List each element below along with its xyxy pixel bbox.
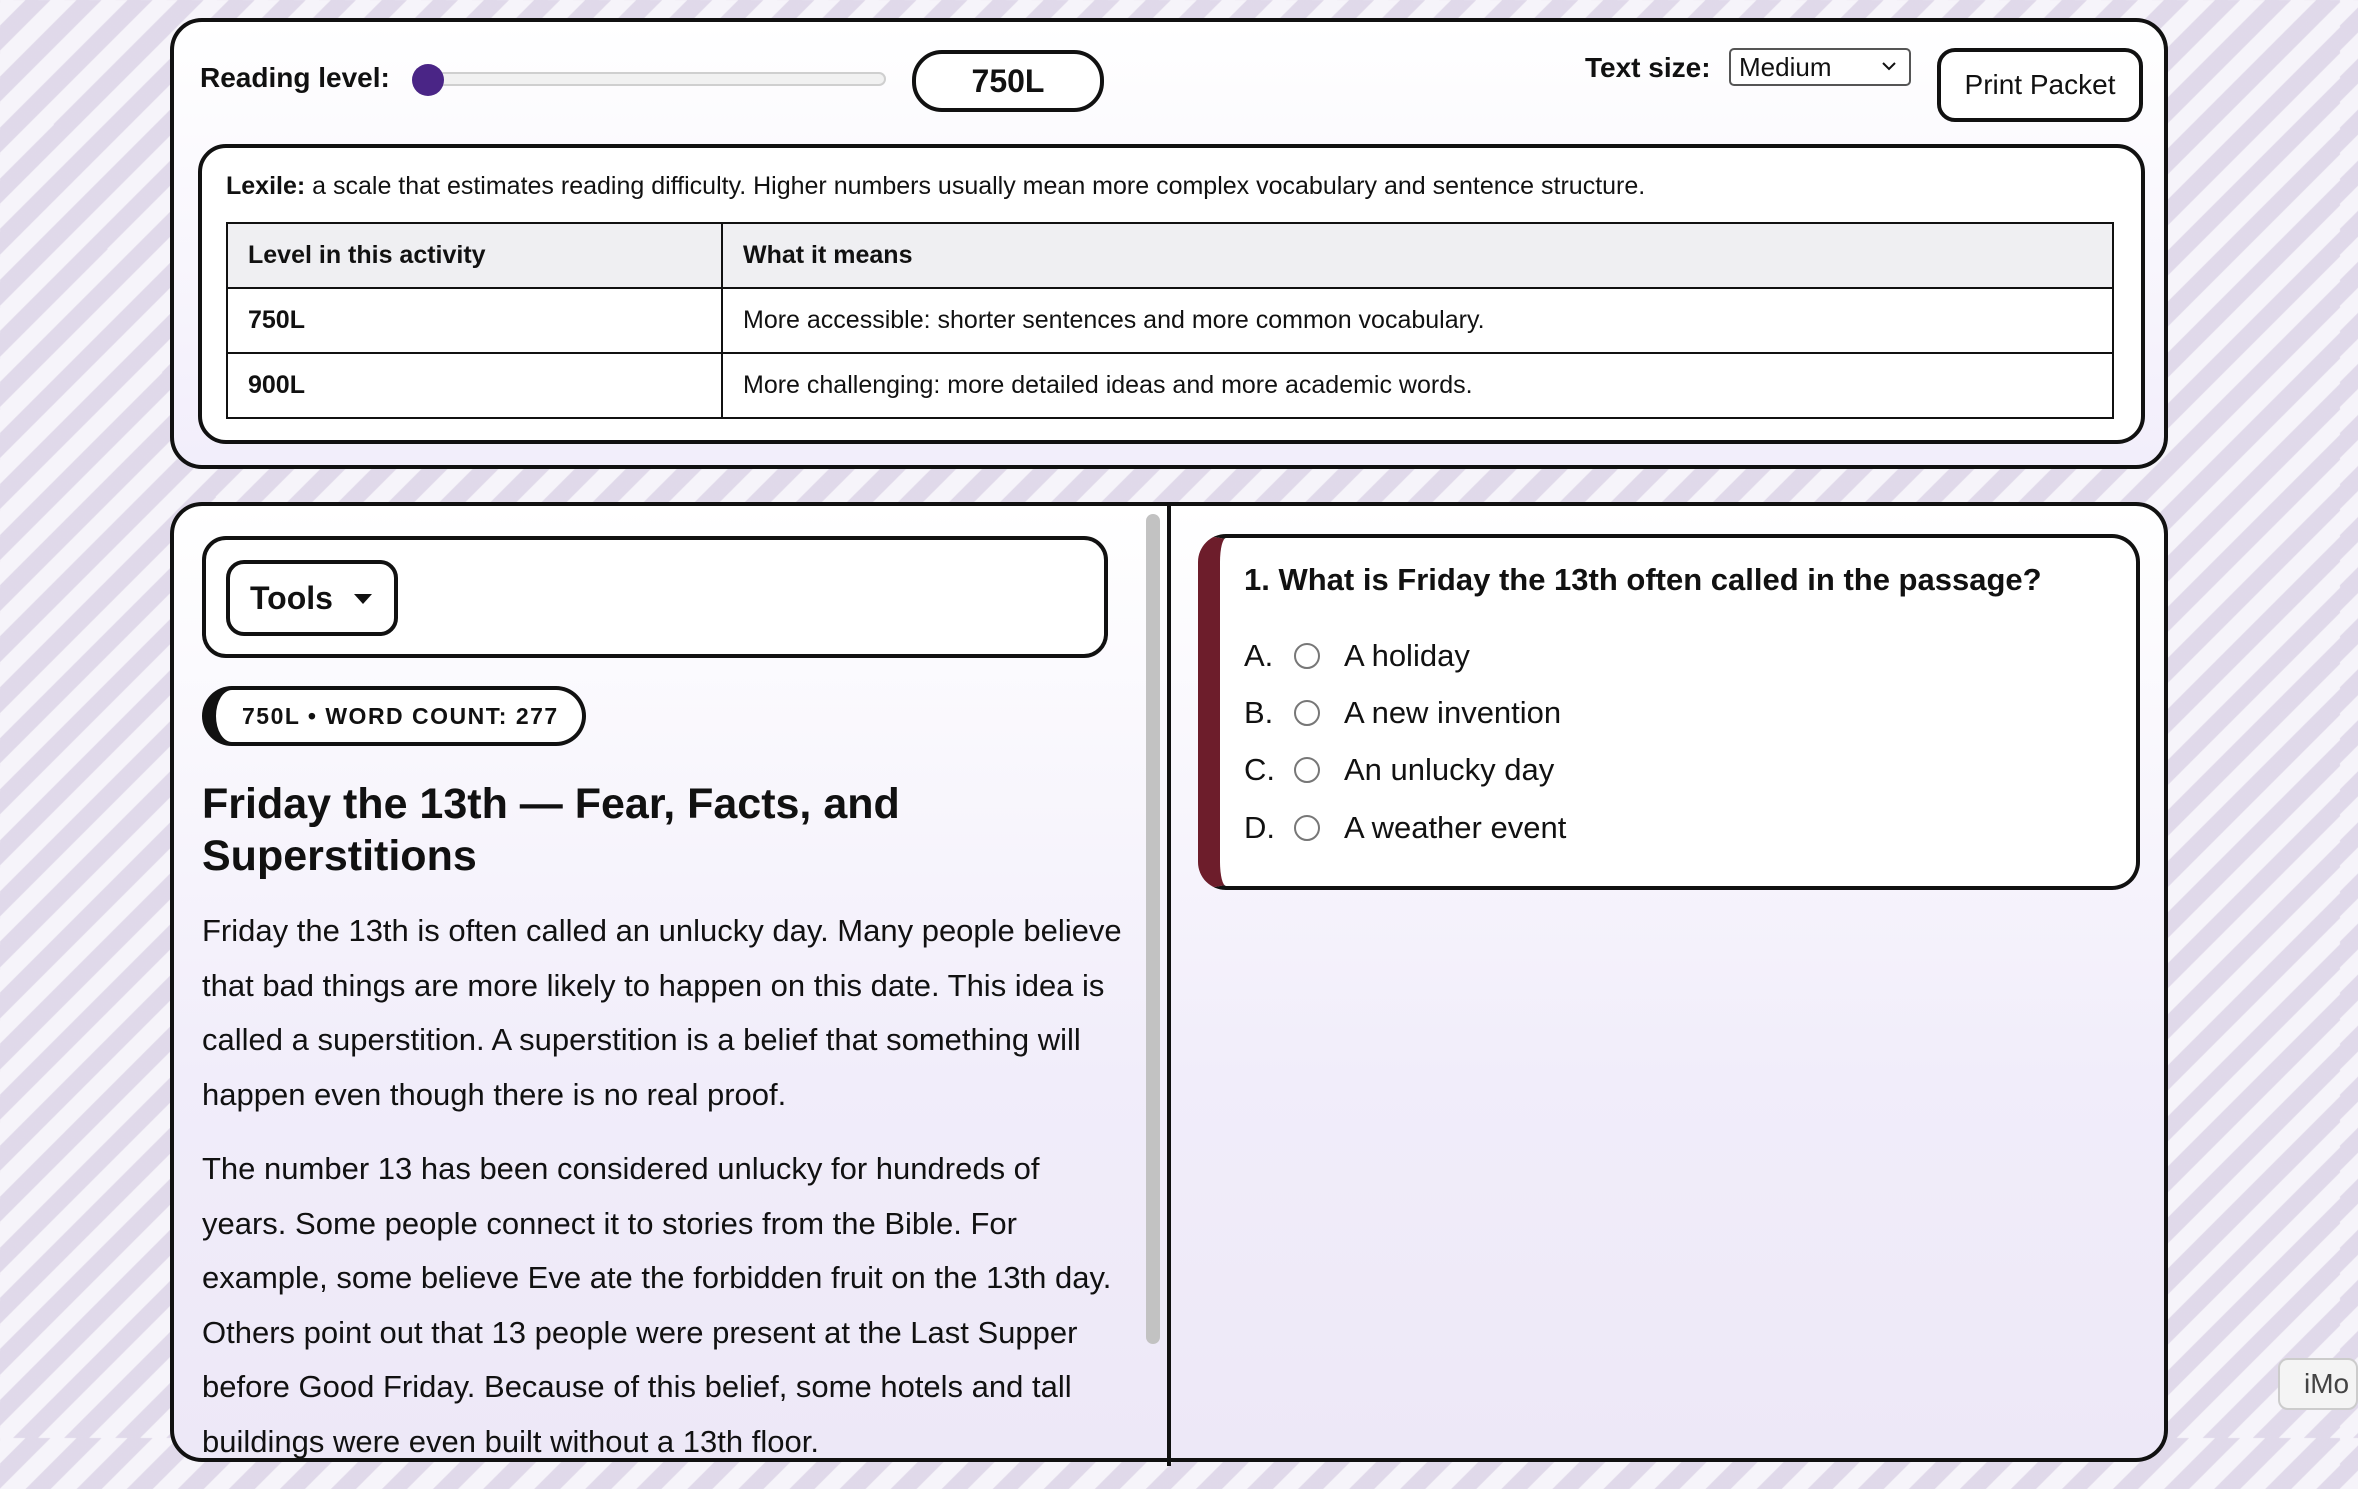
text-size-select[interactable]	[1729, 48, 1911, 86]
reader-scrollbar[interactable]	[1146, 514, 1160, 1344]
radio-button[interactable]	[1294, 700, 1320, 726]
table-header: Level in this activity	[227, 223, 722, 288]
level-word-count-badge: 750L • WORD COUNT: 277	[202, 686, 586, 746]
table-header: What it means	[722, 223, 2113, 288]
table-cell-meaning: More challenging: more detailed ideas and more academic words.	[722, 353, 2113, 418]
lexile-term: Lexile:	[226, 172, 306, 200]
table-row	[227, 288, 2113, 353]
lexile-definition	[226, 172, 1645, 201]
article-paragraph: The number 13 has been considered unlucky for hundreds of years. Some people connect it to stories from the Bible. For example, some believe Eve ate the forbidden fruit on the 13th day. Others point out that 13 people were present at the Last Supper before Good Friday. Because of this belief, some hotels and tall buildings were even built without a 13th floor.	[202, 1151, 1112, 1459]
print-packet-button[interactable]: Print Packet	[1937, 48, 2143, 122]
answer-option-d[interactable]	[1244, 808, 1566, 848]
option-text: A weather event	[1344, 810, 1567, 845]
table-header-row	[227, 223, 2113, 288]
table-row	[227, 353, 2113, 418]
tools-label: Tools	[250, 580, 333, 616]
option-letter: A.	[1244, 638, 1274, 673]
option-letter: B.	[1244, 695, 1274, 730]
reading-controls-panel	[170, 18, 2168, 469]
table-cell-meaning: More accessible: shorter sentences and more common vocabulary.	[722, 288, 2113, 353]
floating-chip[interactable]: iMo	[2278, 1358, 2358, 1410]
option-text: A holiday	[1344, 638, 1470, 673]
text-size-label: Text size:	[1585, 52, 1711, 83]
reading-level-label: Reading level:	[200, 62, 390, 93]
lexile-table	[226, 222, 2114, 419]
lexile-definition-text: a scale that estimates reading difficulty. Higher numbers usually mean more complex vocabulary and sentence structure.	[305, 172, 1646, 200]
radio-button[interactable]	[1294, 643, 1320, 669]
option-letter: C.	[1244, 752, 1275, 787]
option-text: A new invention	[1344, 695, 1562, 730]
answer-option-b[interactable]	[1244, 693, 1561, 733]
slider-thumb[interactable]	[412, 64, 444, 96]
tools-bar	[202, 536, 1108, 658]
panel-divider	[1167, 506, 1171, 1466]
table-cell-level: 750L	[227, 288, 722, 353]
activity-panel	[170, 502, 2168, 1462]
question-text: 1. What is Friday the 13th often called in the passage?	[1244, 562, 2042, 597]
reading-level-slider[interactable]	[412, 68, 886, 90]
option-letter: D.	[1244, 810, 1275, 845]
radio-button[interactable]	[1294, 815, 1320, 841]
answer-option-a[interactable]	[1244, 636, 1470, 676]
article-paragraph: Friday the 13th is often called an unlucky day. Many people believe that bad things are more likely to happen on this date. This idea is called a superstition. A superstition is a belief that something will happen even though there is no real proof.	[202, 913, 1122, 1112]
reading-level-value: 750L	[912, 50, 1104, 112]
option-text: An unlucky day	[1344, 752, 1555, 787]
question-card	[1198, 534, 2140, 890]
article-body	[202, 904, 1122, 1489]
text-size-value: Medium	[1739, 52, 1832, 82]
table-cell-level: 900L	[227, 353, 722, 418]
radio-button[interactable]	[1294, 757, 1320, 783]
chevron-down-icon	[1879, 56, 1899, 76]
article-title: Friday the 13th — Fear, Facts, and Superstitions	[202, 780, 900, 880]
answer-option-c[interactable]	[1244, 750, 1554, 790]
tools-menu-button[interactable]	[226, 560, 398, 636]
caret-down-icon	[354, 594, 372, 604]
slider-track[interactable]	[412, 72, 886, 86]
lexile-info-box	[198, 144, 2145, 444]
